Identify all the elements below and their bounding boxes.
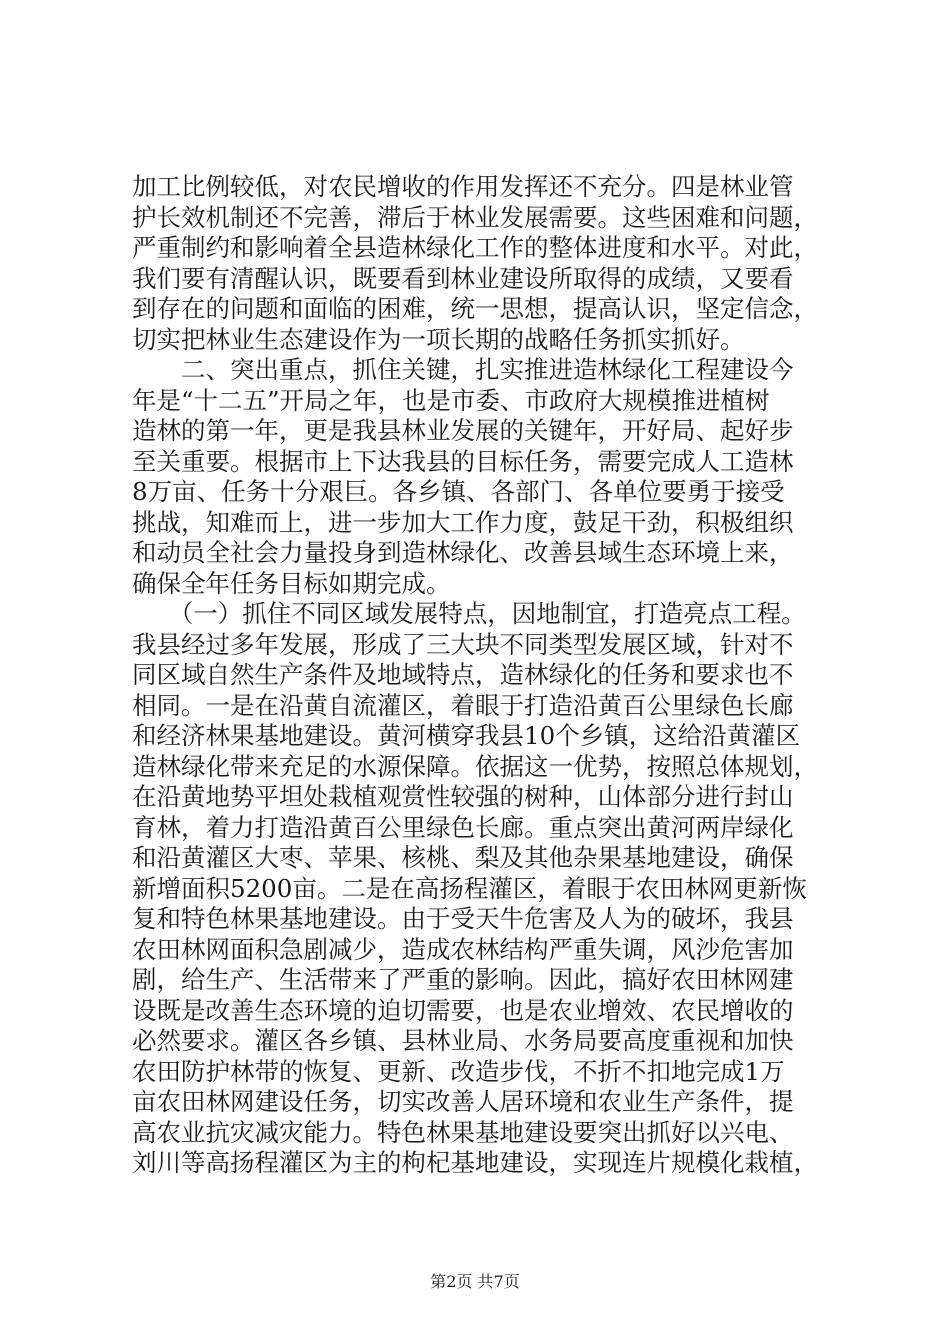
text-line: 挑战，知难而上，进一步加大工作力度，鼓足干劲，积极组织	[132, 507, 794, 537]
text-line: 农田防护林带的恢复、更新、改造步伐，不折不扣地完成1万	[132, 1056, 785, 1086]
text-line: 育林，着力打造沿黄百公里绿色长廊。重点突出黄河两岸绿化	[132, 812, 794, 842]
text-line: 和经济林果基地建设。黄河横穿我县10个乡镇，这给沿黄灌区	[132, 721, 801, 750]
text-line: 必然要求。灌区各乡镇、县林业局、水务局要高度重视和加快	[132, 1026, 794, 1055]
text-line: 8万亩、任务十分艰巨。各乡镇、各部门、各单位要勇于接受	[132, 477, 785, 506]
text-line: 至关重要。根据市上下达我县的目标任务，需要完成人工造林	[132, 446, 794, 476]
text-line: 我们要有清醒认识，既要看到林业建设所取得的成绩，又要看	[132, 263, 794, 293]
text-line: 和沿黄灌区大枣、苹果、核桃、梨及其他杂果基地建设，确保	[132, 843, 794, 872]
text-line: 相同。一是在沿黄自流灌区，着眼于打造沿黄百公里绿色长廊	[132, 690, 794, 720]
text-line: 亩农田林网建设任务，切实改善人居环境和农业生产条件，提	[132, 1087, 794, 1116]
text-line: 加工比例较低，对农民增收的作用发挥还不充分。四是林业管	[132, 172, 794, 201]
page-footer: 第2页 共7页	[430, 1272, 520, 1291]
text-line: 剧，给生产、生活带来了严重的影响。因此，搞好农田林网建	[132, 965, 794, 994]
text-line: 农田林网面积急剧减少，造成农林结构严重失调，风沙危害加	[132, 934, 794, 964]
text-line: 确保全年任务目标如期完成。	[132, 568, 451, 598]
text-line: 造林绿化带来充足的水源保障。依据这一优势，按照总体规划，	[132, 751, 818, 781]
body-text	[132, 172, 832, 1179]
text-line: 二、突出重点，抓住关键，扎实推进造林绿化工程建设今	[132, 355, 794, 384]
text-line: 设既是改善生态环境的迫切需要，也是农业增效、农民增收的	[132, 995, 794, 1025]
text-line: 高农业抗灾减灾能力。特色林果基地建设要突出抓好以兴电、	[132, 1117, 794, 1147]
text-line: 在沿黄地势平坦处栽植观赏性较强的树种，山体部分进行封山	[132, 782, 794, 811]
text-line: 复和特色林果基地建设。由于受天牛危害及人为的破坏，我县	[132, 904, 794, 933]
text-line: 严重制约和影响着全县造林绿化工作的整体进度和水平。对此，	[132, 233, 818, 262]
text-line: 刘川等高扬程灌区为主的枸杞基地建设，实现连片规模化栽植，	[132, 1148, 818, 1177]
text-line: 造林的第一年，更是我县林业发展的关键年，开好局、起好步	[132, 416, 794, 445]
text-line: 年是“十二五”开局之年，也是市委、市政府大规模推进植树	[132, 385, 770, 415]
text-line: 切实把林业生态建设作为一项长期的战略任务抓实抓好。	[132, 324, 745, 354]
text-line: 护长效机制还不完善，滞后于林业发展需要。这些困难和问题，	[132, 202, 818, 232]
text-line: 到存在的问题和面临的困难，统一思想，提高认识，坚定信念，	[132, 294, 818, 323]
text-line: 和动员全社会力量投身到造林绿化、改善县域生态环境上来，	[132, 538, 794, 567]
text-line: 同区域自然生产条件及地域特点，造林绿化的任务和要求也不	[132, 660, 794, 689]
text-line: （一）抓住不同区域发展特点，因地制宜，打造亮点工程。	[132, 599, 806, 628]
text-line: 新增面积5200亩。二是在高扬程灌区，着眼于农田林网更新恢	[132, 873, 807, 903]
text-line: 我县经过多年发展，形成了三大块不同类型发展区域，针对不	[132, 629, 794, 659]
